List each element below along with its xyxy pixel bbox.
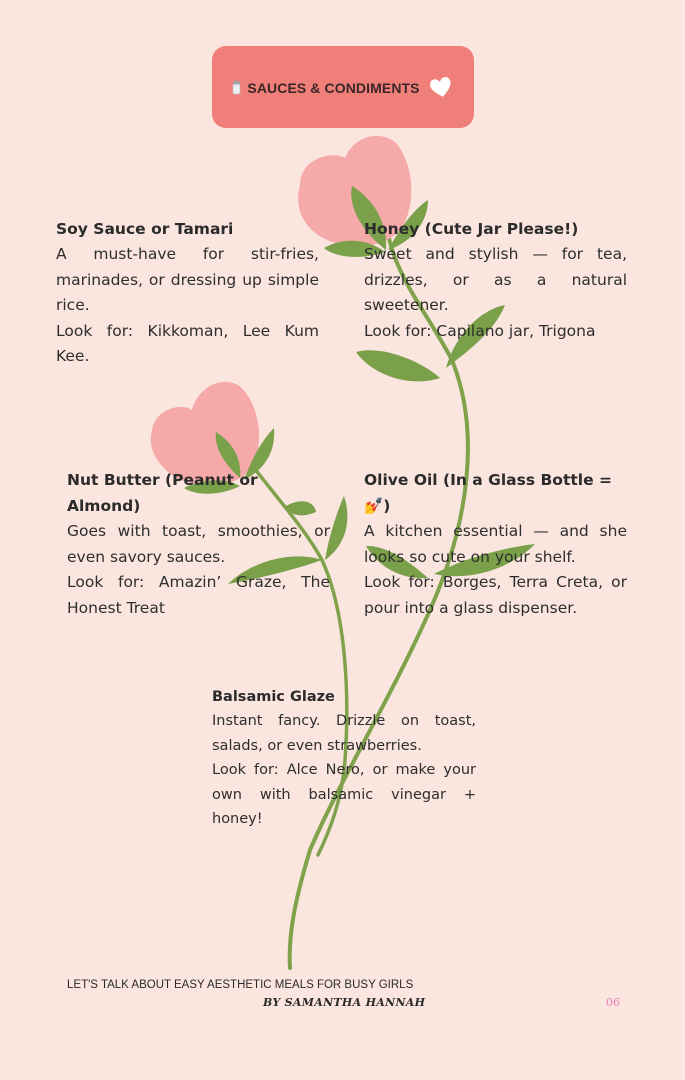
item-heading: Honey (Cute Jar Please!) — [364, 220, 579, 238]
section-title: SAUCES & CONDIMENTS — [247, 80, 420, 96]
item-description: A must-have for stir-fries, marinades, or dressing up simple rice. — [56, 245, 319, 314]
item-soy-sauce — [56, 216, 319, 370]
item-heading: Balsamic Glaze — [212, 689, 335, 705]
item-description: Instant fancy. Drizzle on toast, salads, or even strawberries. — [212, 713, 476, 754]
item-look-for: Look for: Kikkoman, Lee Kum Kee. — [56, 321, 319, 365]
page-number: 06 — [606, 996, 620, 1009]
item-olive-oil — [364, 467, 627, 621]
item-look-for: Look for: Capilano jar, Trigona — [364, 321, 596, 340]
leaf — [356, 350, 440, 381]
item-description: Goes with toast, smoothies, or even savory sauces. — [67, 522, 330, 566]
item-description: A kitchen essential — and she looks so cute on your shelf. — [364, 522, 627, 566]
item-balsamic-glaze — [212, 685, 476, 832]
item-look-for: Look for: Borges, Terra Creta, or pour into a glass dispenser. — [364, 573, 627, 617]
footer-author: BY SAMANTHA HANNAH — [263, 996, 426, 1009]
item-nut-butter — [67, 467, 330, 621]
item-honey — [364, 216, 627, 344]
footer-tagline: LET'S TALK ABOUT EASY AESTHETIC MEALS FOR BUSY GIRLS — [67, 979, 414, 991]
item-look-for: Look for: Alce Nero, or make your own with balsamic vinegar + honey! — [212, 762, 476, 827]
item-description: Sweet and stylish — for tea, drizzles, or as a natural sweetener. — [364, 245, 627, 314]
item-heading: Soy Sauce or Tamari — [56, 220, 234, 238]
item-look-for: Look for: Amazin’ Graze, The Honest Treat — [67, 573, 330, 617]
item-heading: Nut Butter (Peanut or Almond) — [67, 471, 258, 515]
item-heading: Olive Oil (In a Glass Bottle = 💅) — [364, 471, 612, 515]
